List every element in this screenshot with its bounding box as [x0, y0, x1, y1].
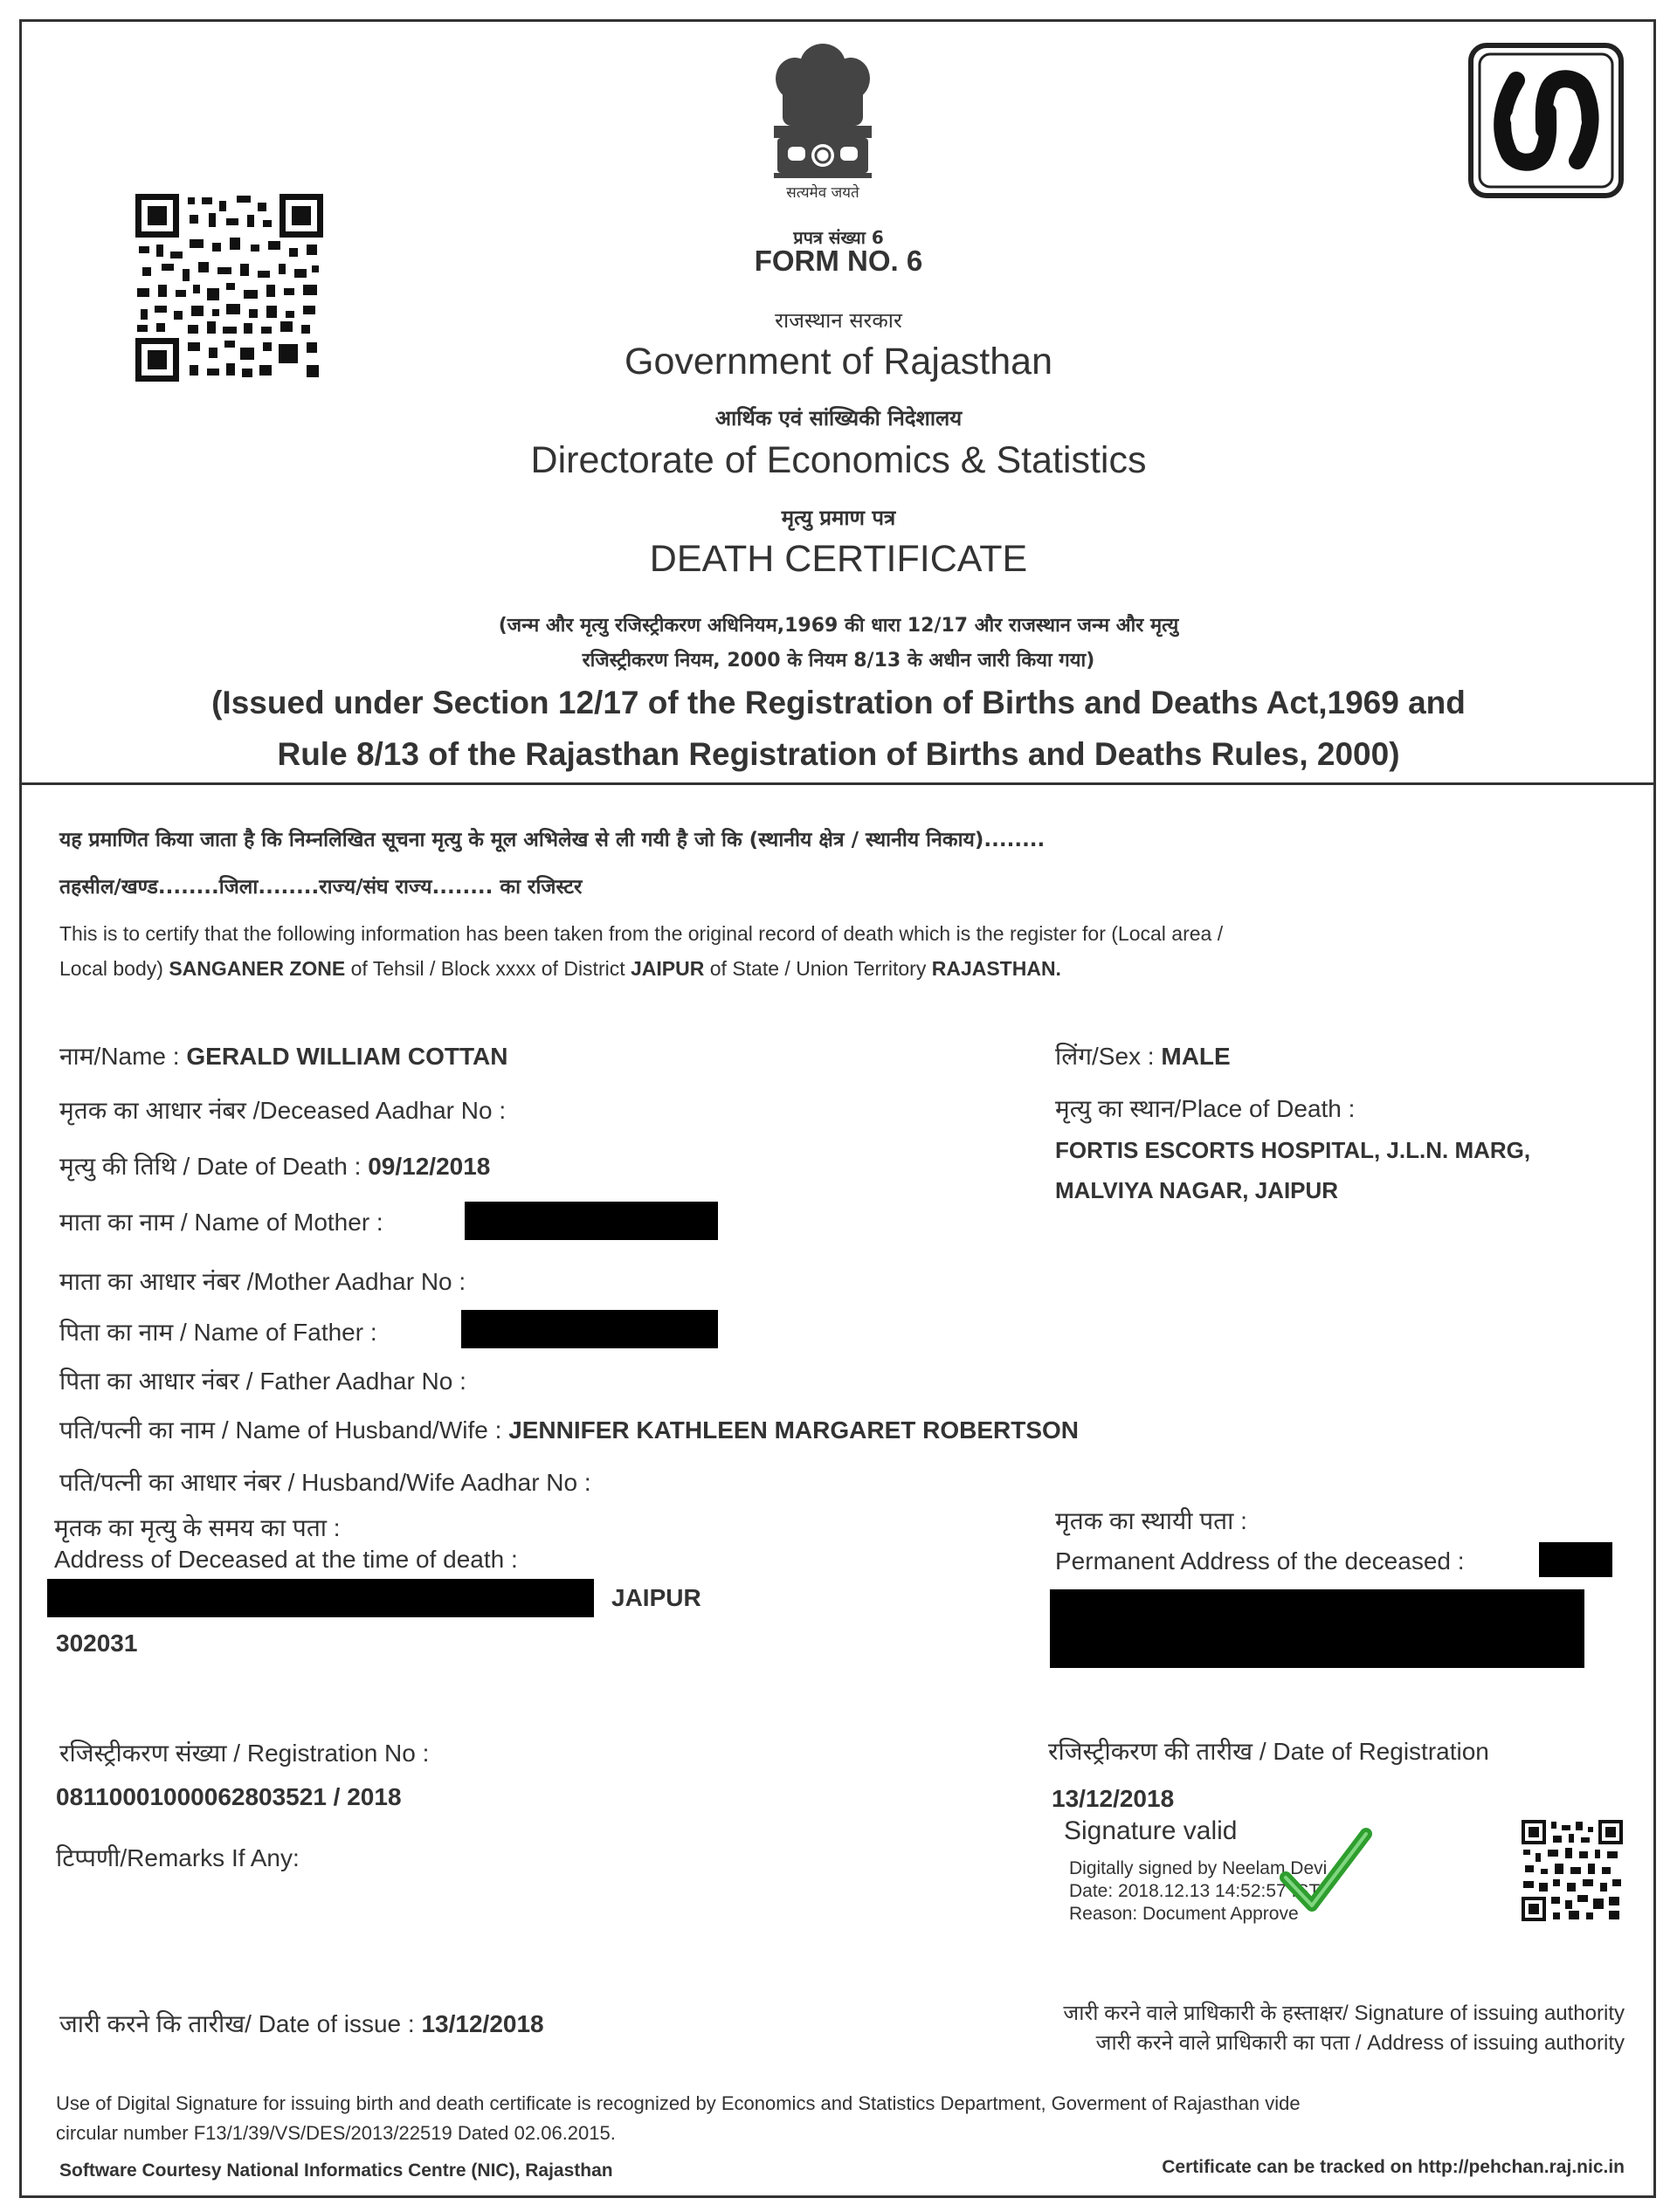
form-no: FORM NO. 6 [754, 245, 923, 277]
signature-authority-label: जारी करने वाले प्राधिकारी के हस्ताक्षर/ Signature of issuing authority [1063, 2002, 1625, 2025]
district: JAIPUR [631, 957, 705, 980]
dept-title: Directorate of Economics & Statistics [530, 439, 1147, 481]
dept-hi: आर्थिक एवं सांख्यिकी निदेशालय [714, 406, 963, 431]
address-pin: 302031 [56, 1630, 138, 1657]
perm-hi-label: मृतक का स्थायी पता : [1055, 1507, 1247, 1534]
form-no-hi: प्रपत्र संख्या 6 [793, 227, 884, 248]
footer-note-line2: circular number F13/1/39/VS/DES/2013/22519 Dated 02.06.2015. [56, 2122, 616, 2144]
issue-value: 13/12/2018 [421, 2010, 544, 2037]
issue-label: जारी करने कि तारीख/ Date of issue : [59, 2010, 415, 2037]
deceased-aadhar-label: मृतक का आधार नंबर /Deceased Aadhar No : [59, 1097, 507, 1124]
remarks-label: टिप्पणी/Remarks If Any: [56, 1844, 300, 1871]
reg-date-label: रजिस्ट्रीकरण की तारीख / Date of Registration [1048, 1738, 1489, 1765]
mother-label: माता का नाम / Name of Mother : [59, 1209, 383, 1236]
signature-check-icon [1277, 1825, 1373, 1921]
address-label: Address of Deceased at the time of death : [54, 1546, 518, 1573]
certify-en-line1: This is to certify that the following information has been taken from the original record of death which is the register for (Local area / [59, 922, 1224, 945]
reg-date-value: 13/12/2018 [1052, 1785, 1175, 1812]
spouse-row [59, 1413, 1079, 1446]
header-divider [19, 782, 1656, 785]
name-value: GERALD WILLIAM COTTAN [186, 1043, 508, 1070]
spouse-label: पति/पत्नी का नाम / Name of Husband/Wife : [59, 1416, 502, 1444]
issued-line2: Rule 8/13 of the Rajasthan Registration of Births and Deaths Rules, 2000) [277, 736, 1400, 772]
address-hi-label: मृतक का मृत्यु के समय का पता : [54, 1514, 341, 1541]
redaction-perm-1 [1539, 1542, 1612, 1577]
redaction-address [47, 1579, 594, 1617]
father-label: पिता का नाम / Name of Father : [59, 1319, 377, 1346]
spouse-value: JENNIFER KATHLEEN MARGARET ROBERTSON [508, 1416, 1080, 1444]
qr-code-signature [1522, 1820, 1623, 1921]
govt-title: Government of Rajasthan [625, 341, 1052, 382]
emblem-caption: सत्यमेव जयते [786, 184, 859, 202]
sex-row [1055, 1039, 1231, 1072]
redaction-perm-2 [1050, 1589, 1584, 1668]
footer-tracking: Certificate can be tracked on http://pehchan.raj.nic.in [1162, 2157, 1625, 2177]
mother-aadhar-label: माता का आधार नंबर /Mother Aadhar No : [59, 1268, 466, 1295]
father-aadhar-label: पिता का आधार नंबर / Father Aadhar No : [59, 1368, 466, 1395]
certify-hi-line1: यह प्रमाणित किया जाता है कि निम्नलिखित सूचना मृत्यु के मूल अभिलेख से ली गयी है जो कि (स्थानीय क्षेत्र / स्थानीय निकाय)........ [59, 829, 1046, 851]
spouse-aadhar-label: पति/पत्नी का आधार नंबर / Husband/Wife Aadhar No : [59, 1469, 591, 1496]
perm-label: Permanent Address of the deceased : [1055, 1547, 1465, 1575]
certify-hi-line2: तहसील/खण्ड........जिला........राज्य/संघ राज्य........ का रजिस्टर [59, 876, 583, 899]
footer-note-line1: Use of Digital Signature for issuing birth and death certificate is recognized by Economics and Statistics Department, Goverment of Rajasthan vide [56, 2092, 1301, 2114]
issued-hi-line2: रजिस्ट्रीकरण नियम, 2000 के नियम 8/13 के अधीन जारी किया गया) [582, 650, 1095, 672]
address-city: JAIPUR [611, 1584, 701, 1611]
issued-line1: (Issued under Section 12/17 of the Registration of Births and Deaths Act,1969 and [211, 685, 1466, 720]
dod-value: 09/12/2018 [368, 1153, 491, 1180]
reg-no-label: रजिस्ट्रीकरण संख्या / Registration No : [59, 1740, 430, 1767]
sex-label: लिंग/Sex : [1055, 1043, 1155, 1070]
dod-row [59, 1149, 490, 1182]
signature-date: Date: 2018.12.13 14:52:57 IST [1069, 1881, 1321, 1901]
certify-en-line2: Local body) SANGANER ZONE of Tehsil / Block xxxx of District JAIPUR of State / Union Territory RAJASTHAN. [59, 957, 1061, 980]
cert-hi: मृत्यु प्रमाण पत्र [781, 506, 896, 530]
issued-hi-line1: (जन्म और मृत्यु रजिस्ट्रीकरण अधिनियम,1969 की धारा 12/17 और राजस्थान जन्म और मृत्यु [498, 615, 1179, 637]
place-line1: FORTIS ESCORTS HOSPITAL, J.L.N. MARG, [1055, 1137, 1531, 1163]
redaction-father [461, 1310, 718, 1348]
govt-hi: राजस्थान सरकार [775, 308, 902, 333]
name-label: नाम/Name : [59, 1043, 180, 1070]
signature-reason: Reason: Document Approve [1069, 1904, 1299, 1924]
sex-value: MALE [1161, 1043, 1231, 1070]
name-row [59, 1039, 507, 1072]
reg-no-value: 08110001000062803521 / 2018 [56, 1783, 402, 1810]
place-label: मृत्यु का स्थान/Place of Death : [1055, 1095, 1356, 1122]
signature-signed-by: Digitally signed by Neelam Devi [1069, 1858, 1328, 1878]
address-authority-label: जारी करने वाले प्राधिकारी का पता / Address of issuing authority [1095, 2031, 1625, 2055]
redaction-mother [465, 1202, 718, 1240]
state: RAJASTHAN. [931, 957, 1061, 980]
signature-valid: Signature valid [1064, 1816, 1238, 1845]
footer-courtesy: Software Courtesy National Informatics Centre (NIC), Rajasthan [59, 2160, 613, 2181]
local-body: SANGANER ZONE [169, 957, 346, 980]
place-line2: MALVIYA NAGAR, JAIPUR [1055, 1177, 1339, 1203]
department-logo [1467, 42, 1625, 199]
certificate-title: DEATH CERTIFICATE [649, 538, 1028, 580]
issue-row [59, 2007, 544, 2040]
dod-label: मृत्यु की तिथि / Date of Death : [59, 1153, 362, 1180]
state-emblem [762, 38, 884, 204]
